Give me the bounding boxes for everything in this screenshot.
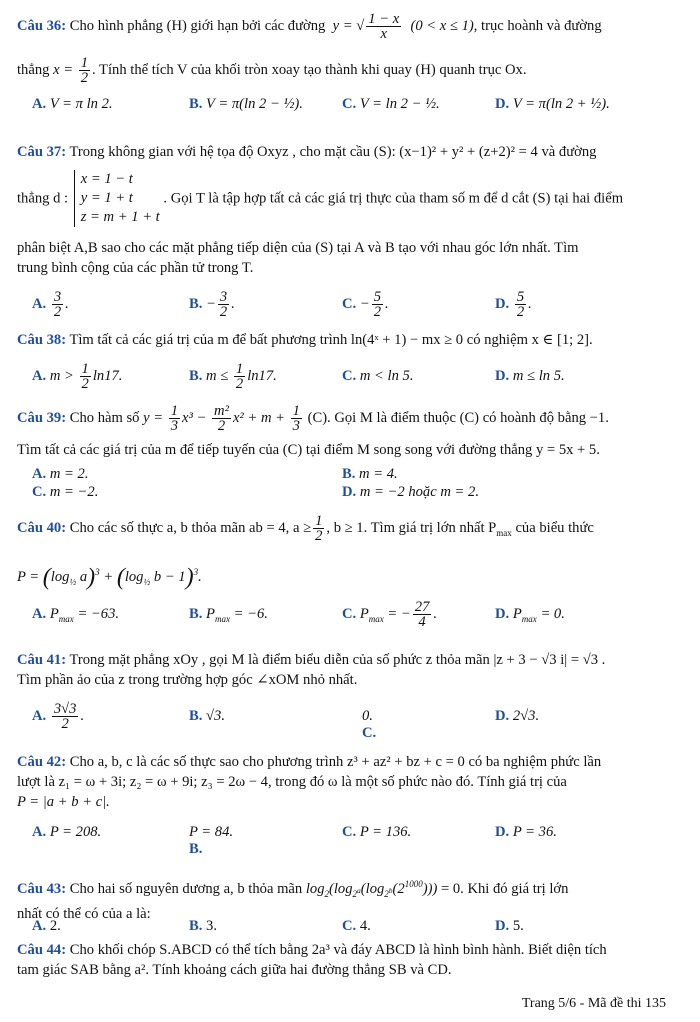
option-b[interactable]: B. $P_{max} = -6$. bbox=[189, 606, 268, 624]
question-text: Tìm tất cả các giá trị của m để bất phương trình ln(4ˣ + 1) − mx ≥ 0 có nghiệm x ∈ [1; 2]. bbox=[69, 332, 593, 348]
question-text: Cho hai số nguyên dương a, b thỏa mãn bbox=[69, 880, 303, 897]
option-b[interactable]: P = 84. B. bbox=[189, 824, 234, 857]
question-text: thẳng d : bbox=[17, 190, 69, 207]
options-38 bbox=[17, 361, 677, 392]
option-c[interactable]: C. P = 136. bbox=[342, 824, 412, 840]
question-text: P = |a + b + c|. bbox=[17, 794, 110, 810]
question-text: (C). Gọi M là điểm thuộc (C) có hoành độ bằng −1. bbox=[307, 409, 609, 426]
question-36-line2 bbox=[17, 56, 677, 85]
question-36 bbox=[17, 12, 677, 41]
option-c[interactable]: C. − $\frac{5}{2}$ . bbox=[342, 289, 389, 320]
option-a[interactable]: A. 2. bbox=[32, 918, 61, 934]
question-text: thẳng bbox=[17, 61, 50, 78]
line-system: x = 1 − t y = 1 + t z = m + 1 + t bbox=[74, 170, 160, 227]
question-label: Câu 44: bbox=[17, 942, 67, 958]
question-text: . Gọi T là tập hợp tất cả các giá trị thực của tham số m để d cắt (S) tại hai điểm bbox=[163, 190, 624, 207]
question-text: Trong không gian với hệ tọa độ Oxyz , cho mặt cầu (S): (x−1)² + y² + (z+2)² = 4 và đường bbox=[69, 144, 597, 160]
options-37 bbox=[17, 289, 677, 320]
option-c[interactable]: C. V = ln 2 − ½. bbox=[342, 96, 440, 112]
option-d[interactable]: D. 5. bbox=[495, 918, 524, 934]
question-40: Câu 40: Cho các số thực a, b thỏa mãn ab = 4, a ≥ $\frac{1}{2}$ , b ≥ 1. Tìm giá trị lớn nhất $P_{max}$ của biểu thức bbox=[17, 513, 594, 544]
math-expression: y = $\frac{1}{3}$ x³ − $\frac{\text{m²}}{2}$ x² + m + $\frac{1}{3}$ bbox=[143, 403, 300, 434]
options-42 bbox=[17, 824, 677, 857]
options-39-row2 bbox=[17, 484, 677, 508]
question-text: lượt là z₁ = ω + 3i; z₂ = ω + 9i; z₃ = 2ω − 4, trong đó ω là một số phức nào đó. Tính giá trị của bbox=[17, 774, 567, 790]
question-41 bbox=[17, 650, 677, 690]
option-d[interactable]: D. $P_{max} = 0$. bbox=[495, 606, 565, 624]
question-text: = 0. Khi đó giá trị lớn bbox=[440, 880, 569, 897]
question-39-line2 bbox=[17, 440, 677, 460]
option-a[interactable]: A. P = 208. bbox=[32, 824, 102, 840]
option-a[interactable]: A. m = 2. bbox=[32, 466, 89, 482]
option-c[interactable]: C. 4. bbox=[342, 918, 371, 934]
question-label: Câu 36: bbox=[17, 17, 67, 34]
option-d[interactable]: D. 2√3. bbox=[495, 708, 540, 724]
math-expression: $\log_2(\log_{2^a}(\log_{2^b}(2^{1000})))$ bbox=[305, 879, 438, 899]
option-d[interactable]: D. m ≤ ln 5. bbox=[495, 368, 565, 384]
question-44 bbox=[17, 940, 677, 980]
question-text: , trục hoành và đường bbox=[473, 17, 602, 34]
question-text: Cho các số thực a, b thỏa mãn ab = 4, a ≥ bbox=[69, 519, 312, 536]
question-text: Cho hình phẳng (H) giới hạn bởi các đường bbox=[69, 17, 326, 34]
option-d[interactable]: D. V = π(ln 2 + ½). bbox=[495, 96, 610, 112]
question-text: Tìm phần ảo của z trong trường hợp góc ∠xOM nhỏ nhất. bbox=[17, 672, 358, 688]
option-a[interactable]: A. V = π ln 2. bbox=[32, 96, 113, 112]
question-38 bbox=[17, 330, 677, 350]
question-43 bbox=[17, 874, 677, 924]
question-label: Câu 40: bbox=[17, 519, 67, 536]
question-label: Câu 37: bbox=[17, 144, 67, 160]
question-39 bbox=[17, 404, 677, 433]
math-expression: $P = (\log_{\frac{1}{2}}$ $a)^3 + (\log_{\frac{1}{2}}$ b − 1)$^3$. bbox=[17, 564, 202, 591]
option-a[interactable]: A. $\frac{3}{2}$ . bbox=[32, 289, 69, 320]
options-36 bbox=[17, 96, 677, 120]
option-a[interactable]: A. $P_{max} = -63$. bbox=[32, 606, 120, 624]
option-b[interactable]: B. m = 4. bbox=[342, 466, 398, 482]
math-expression: y = √ $\frac{1 - x}{x}$ (0 < x ≤ 1) bbox=[328, 11, 474, 42]
question-37-line3 bbox=[17, 238, 677, 278]
question-42 bbox=[17, 752, 677, 812]
option-b[interactable]: B. − $\frac{3}{2}$ . bbox=[189, 289, 235, 320]
options-43 bbox=[17, 918, 677, 942]
question-label: Câu 43: bbox=[17, 880, 67, 897]
question-40-formula bbox=[17, 562, 677, 592]
question-label: Câu 41: bbox=[17, 652, 67, 668]
question-text: phân biệt A,B sao cho các mặt phẳng tiếp diện của (S) tại A và B tạo với nhau góc lớn nhất. Tìm bbox=[17, 240, 579, 256]
option-d[interactable]: D. m = −2 hoặc m = 2. bbox=[342, 484, 479, 500]
question-label: Câu 39: bbox=[17, 409, 67, 426]
question-text: tam giác SAB bằng a². Tính khoảng cách giữa hai đường thẳng SB và CD. bbox=[17, 962, 452, 978]
question-text: trung bình cộng của các phần tử trong T. bbox=[17, 260, 254, 276]
question-text: . Tính thể tích V của khối tròn xoay tạo thành khi quay (H) quanh trục Ox. bbox=[92, 61, 527, 78]
options-41 bbox=[17, 701, 677, 741]
question-37-line2 bbox=[17, 170, 677, 227]
question-text: Cho a, b, c là các số thực sao cho phương trình z³ + az² + bz + c = 0 có ba nghiệm phức lần bbox=[69, 754, 602, 770]
question-text: Tìm tất cả các giá trị của m để tiếp tuyến của (C) tại điểm M song song với đường thẳng y = 5x + 5. bbox=[17, 442, 600, 458]
page-footer: Trang 5/6 - Mã đề thi 135 bbox=[521, 996, 666, 1011]
question-label: Câu 42: bbox=[17, 754, 67, 770]
option-c[interactable]: C. m < ln 5. bbox=[342, 368, 414, 384]
option-c[interactable]: C. m = −2. bbox=[32, 484, 99, 500]
options-40 bbox=[17, 599, 677, 630]
option-b[interactable]: B. V = π(ln 2 − ½). bbox=[189, 96, 303, 112]
question-text: , b ≥ 1. Tìm giá trị lớn nhất P bbox=[326, 519, 497, 536]
option-a[interactable]: A. $\frac{3√3}{2}$ . bbox=[32, 701, 85, 732]
math-expression: x = $\frac{1}{2}$ bbox=[53, 55, 89, 86]
question-text: Cho khối chóp S.ABCD có thể tích bằng 2a³ và đáy ABCD là hình bình hành. Biết diện tích bbox=[69, 942, 607, 958]
option-c[interactable]: C. $P_{max}$ = − $\frac{27}{4}$ . bbox=[342, 599, 438, 630]
question-text: của biểu thức bbox=[515, 519, 594, 536]
option-b[interactable]: B. 3. bbox=[189, 918, 217, 934]
question-text: Cho hàm số bbox=[69, 409, 140, 426]
option-d[interactable]: D. $\frac{5}{2}$ . bbox=[495, 289, 532, 320]
option-c[interactable]: 0. C. bbox=[362, 708, 377, 741]
option-b[interactable]: B. m ≤ $\frac{1}{2}$ ln17. bbox=[189, 361, 277, 392]
option-a[interactable]: A. m > $\frac{1}{2}$ ln17. bbox=[32, 361, 123, 392]
question-text: nhất có thể có của a là: bbox=[17, 905, 151, 922]
option-d[interactable]: D. P = 36. bbox=[495, 824, 557, 840]
question-text: Trong mặt phẳng xOy , gọi M là điểm biểu diễn của số phức z thỏa mãn |z + 3 − √3 i| = √3 . bbox=[69, 652, 606, 668]
option-b[interactable]: B. √3. bbox=[189, 708, 226, 724]
question-label: Câu 38: bbox=[17, 332, 67, 348]
question-37 bbox=[17, 142, 677, 162]
